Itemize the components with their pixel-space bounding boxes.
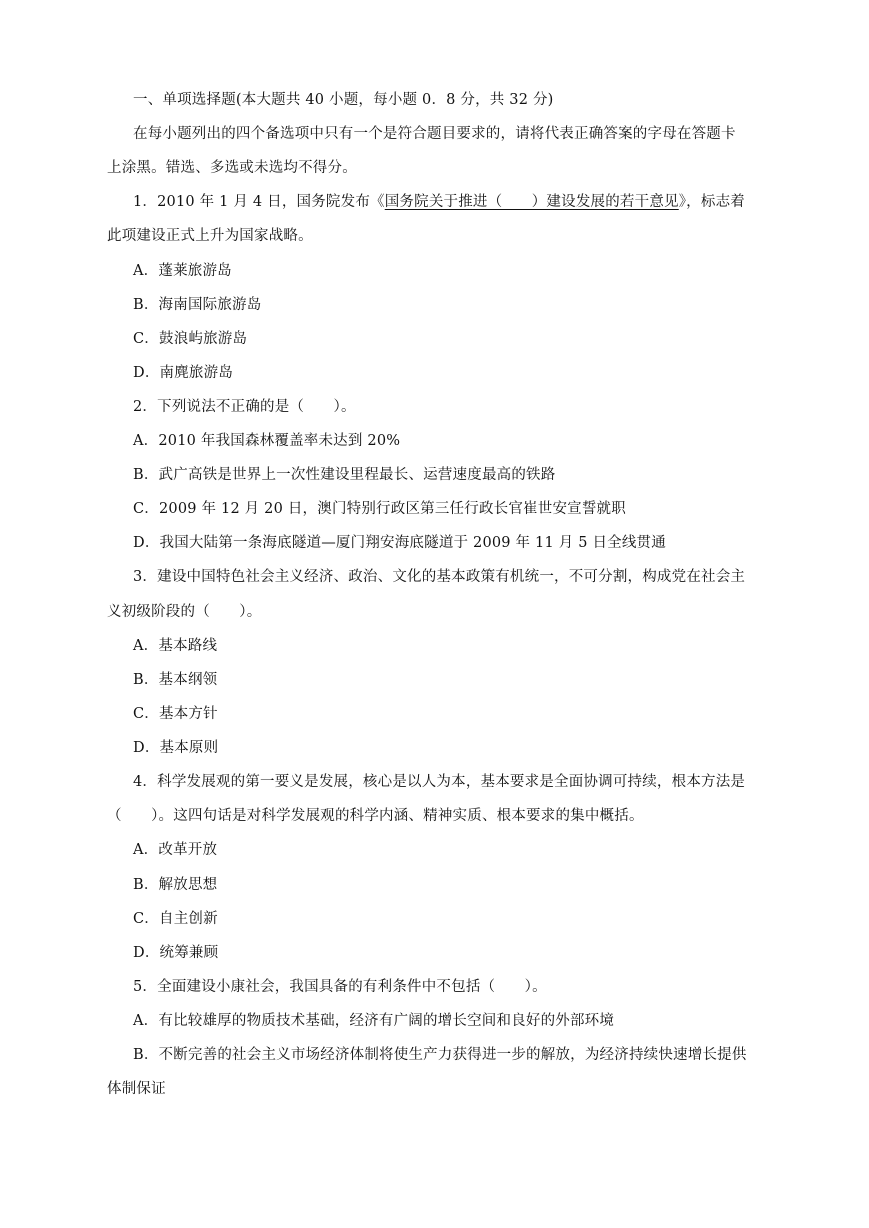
question-4-option-a: A．改革开放	[133, 842, 218, 858]
question-3-stem-line-2: 义初级阶段的（ ）。	[107, 604, 262, 620]
question-1-stem	[133, 192, 745, 212]
question-1-document-title: 国务院关于推进（ ）建设发展的若干意见	[384, 194, 679, 210]
question-5-option-a: A．有比较雄厚的物质技术基础，经济有广阔的增长空间和良好的外部环境	[133, 1013, 615, 1029]
question-3-option-d: D．基本原则	[133, 740, 219, 756]
question-1-option-a: A．蓬莱旅游岛	[133, 263, 232, 279]
question-4-stem-line-2: （ ）。这四句话是对科学发展观的科学内涵、精神实质、根本要求的集中概括。	[107, 808, 644, 824]
section-title: 一、单项选择题(本大题共 40 小题，每小题 0．8 分，共 32 分)	[133, 92, 554, 108]
question-3-stem: 3．建设中国特色社会主义经济、政治、文化的基本政策有机统一，不可分割，构成党在社会主	[133, 569, 746, 585]
question-3-option-c: C．基本方针	[133, 706, 218, 722]
question-1-option-b: B．海南国际旅游岛	[133, 297, 262, 313]
instructions-line-1: 在每小题列出的四个备选项中只有一个是符合题目要求的，请将代表正确答案的字母在答题卡	[133, 126, 736, 142]
question-1-option-c: C．鼓浪屿旅游岛	[133, 331, 248, 347]
question-4-option-c: C．自主创新	[133, 911, 218, 927]
instructions-line-2: 上涂黑。错选、多选或未选均不得分。	[107, 160, 357, 176]
question-1-stem-before: 1．2010 年 1 月 4 日，国务院发布《	[133, 194, 385, 210]
question-5-stem: 5．全面建设小康社会，我国具备的有利条件中不包括（ ）。	[133, 979, 547, 995]
question-4-stem: 4．科学发展观的第一要义是发展，核心是以人为本，基本要求是全面协调可持续，根本方法是	[133, 774, 746, 790]
question-4-option-d: D．统筹兼顾	[133, 945, 219, 961]
question-2-option-c: C．2009 年 12 月 20 日，澳门特别行政区第三任行政长官崔世安宣誓就职	[133, 501, 626, 517]
question-2-option-b: B．武广高铁是世界上一次性建设里程最长、运营速度最高的铁路	[133, 467, 556, 483]
question-1-stem-after: 》，标志着	[678, 194, 745, 210]
question-1-option-d: D．南麂旅游岛	[133, 365, 234, 381]
question-3-option-b: B．基本纲领	[133, 672, 218, 688]
question-2-option-d: D．我国大陆第一条海底隧道—厦门翔安海底隧道于 2009 年 11 月 5 日全线贯通	[133, 535, 666, 551]
question-5-option-b-line-2: 体制保证	[107, 1081, 166, 1097]
question-2-option-a: A．2010 年我国森林覆盖率未达到 20%	[133, 433, 401, 449]
question-3-option-a: A．基本路线	[133, 638, 218, 654]
question-2-stem: 2．下列说法不正确的是（ ）。	[133, 399, 356, 415]
question-4-option-b: B．解放思想	[133, 877, 218, 893]
question-5-option-b: B．不断完善的社会主义市场经济体制将使生产力获得进一步的解放，为经济持续快速增长提供	[133, 1047, 747, 1063]
question-1-stem-line-2: 此项建设正式上升为国家战略。	[107, 228, 313, 244]
